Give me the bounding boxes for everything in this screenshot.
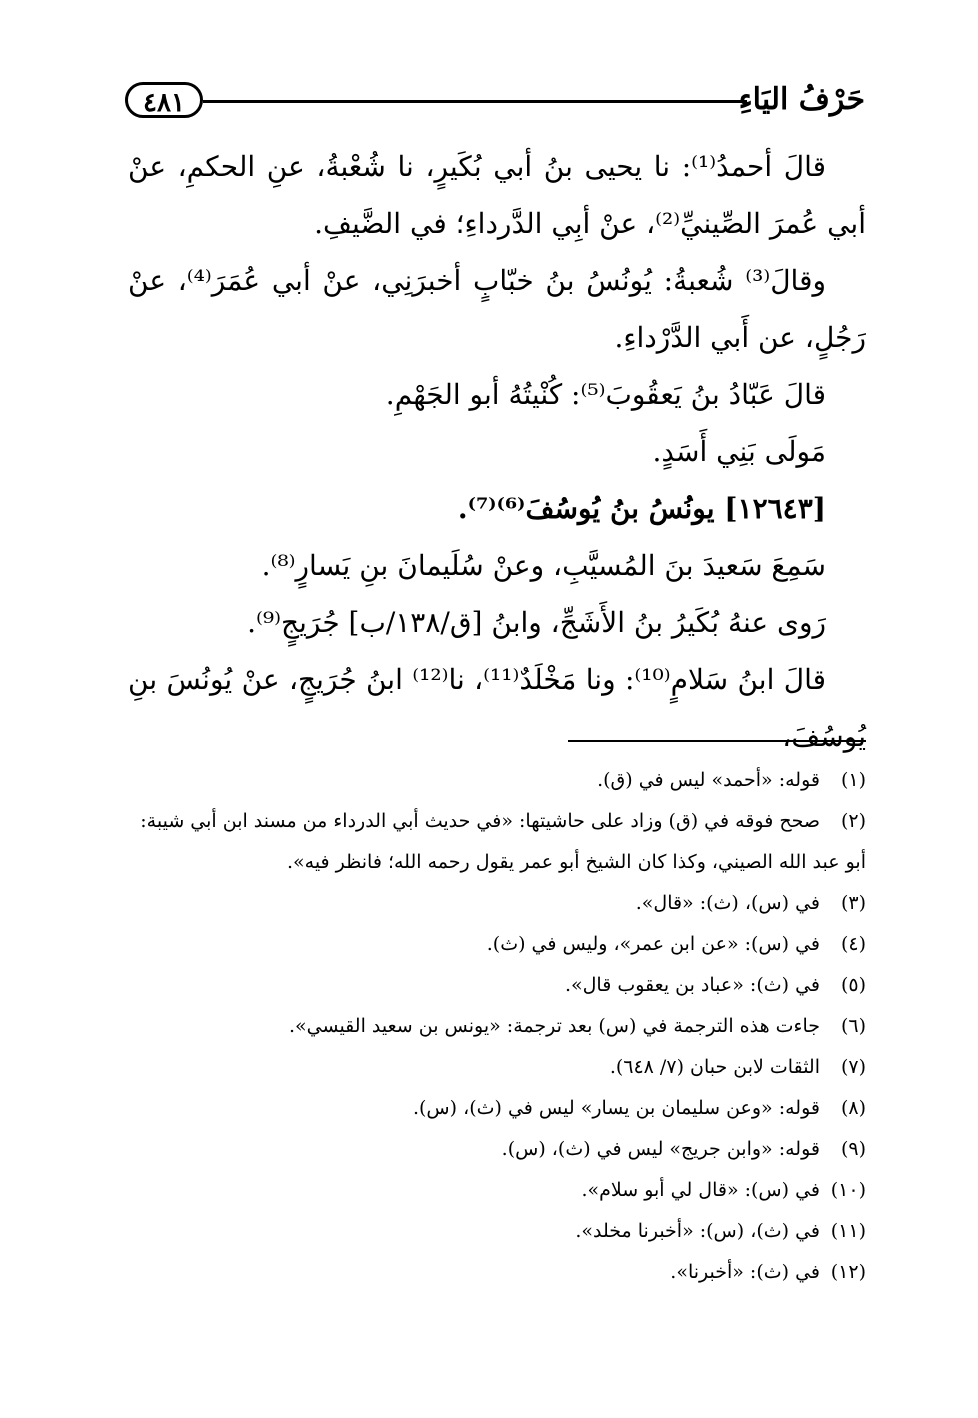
paragraph-6: سَمِعَ سَعيدَ بنَ المُسيَّبِ، وعنْ سُلَيمانَ بنِ يَسارٍ⁽⁸⁾.: [261, 549, 826, 582]
footnote-text: في (ث): «عباد بن يعقوب قال».: [564, 974, 820, 996]
footnote-number: (٦): [840, 1015, 866, 1037]
page-number: ٤٨١: [125, 82, 203, 118]
footnote-number: (٩): [840, 1138, 866, 1160]
footnote-separator: [568, 740, 866, 742]
footnote-text: في (س): «عن ابن عمر»، وليس في (ث).: [486, 933, 820, 955]
footnote: [128, 1211, 866, 1252]
footnote-number: (٢): [840, 810, 866, 832]
chapter-title: حَرْفُ اليَاءِ: [738, 82, 865, 117]
footnote-number: (١٠): [830, 1179, 866, 1201]
footnote: [128, 965, 866, 1006]
footnote-text: في (س): «قال لي أبو سلام».: [581, 1179, 820, 1201]
paragraph-4: مَولَى بَنِي أَسَدٍ.: [652, 435, 826, 468]
footnote-number: (١٢): [830, 1261, 866, 1283]
footnote-number: (٥): [840, 974, 866, 996]
footnotes: [128, 760, 866, 1293]
paragraph-2: وقالَ⁽³⁾ شُعبةُ: يُونُسُ بنُ خبّابٍ أخبرَنِي، عنْ أبي عُمَرَ⁽⁴⁾، عنْ رَجُلٍ، عن أَبي الدَّرْداءِ.: [128, 264, 866, 354]
footnote-number: (٨): [840, 1097, 866, 1119]
footnote-number: (١): [840, 769, 866, 791]
footnote: [128, 1252, 866, 1293]
paragraph-3: قالَ عَبّادُ بنُ يَعقُوبَ⁽⁵⁾: كُنْيتُهُ أبو الجَهْمِ.: [385, 378, 826, 411]
paragraph-8: قالَ ابنُ سَلامٍ⁽¹⁰⁾: ونا مَخْلَدٌ⁽¹¹⁾، نا⁽¹²⁾ ابنُ جُرَيجٍ، عنْ يُونُسَ بنِ يُوسُفَ،: [128, 663, 866, 753]
footnote: [128, 1088, 866, 1129]
footnote: [128, 760, 866, 801]
entry-heading: [١٢٦٤٣] يونُسُ بنُ يُوسُفَ⁽⁶⁾⁽⁷⁾.: [457, 492, 826, 525]
footnote-text: الثقات لابن حبان (٧/ ٦٤٨).: [609, 1056, 820, 1078]
footnote-text: قوله: «أحمد» ليس في (ق).: [597, 769, 820, 791]
footnote: [128, 1129, 866, 1170]
paragraph-1: قالَ أحمدُ⁽¹⁾: نا يحيى بنُ أبي بُكَيرٍ، نا شُعْبةُ، عنِ الحكمِ، عنْ أبي عُمرَ الصِّينيِّ⁽²⁾، عنْ أبِي الدَّرداءِ؛ في الضَّيفِ.: [128, 150, 866, 240]
footnote: [128, 924, 866, 965]
footnote-number: (٣): [840, 892, 866, 914]
footnote: [128, 801, 866, 883]
footnote: [128, 883, 866, 924]
footnote-text: في (ث)، (س): «أخبرنا مخلد».: [575, 1220, 820, 1242]
footnote: [128, 1047, 866, 1088]
header-rule: [203, 100, 747, 103]
footnote-number: (٤): [840, 933, 866, 955]
footnote: [128, 1170, 866, 1211]
footnote-text: قوله: «وابن جريج» ليس في (ث)، (س).: [501, 1138, 820, 1160]
page-header: [125, 78, 865, 128]
footnote-text: في (ث): «أخبرنا».: [670, 1261, 820, 1283]
footnote-text: في (س)، (ث): «قال».: [635, 892, 820, 914]
footnote-text: جاءت هذه الترجمة في (س) بعد ترجمة: «يونس بن سعيد القيسي».: [289, 1015, 820, 1037]
paragraph-7: رَوى عنهُ بُكَيرُ بنُ الأَشَجِّ، وابنُ [ق/١٣٨/ب] جُرَيجٍ⁽⁹⁾.: [247, 606, 826, 639]
footnote-number: (١١): [830, 1220, 866, 1242]
footnote-text: صحح فوقه في (ق) وزاد على حاشيتها: «في حديث أبي الدرداء من مسند ابن أبي شيبة: أبو عبد الله الصيني، وكذا كان الشيخ أبو عمر يقول رحمه الله؛ فانظر فيه».: [140, 810, 866, 873]
footnote-text: قوله: «وعن سليمان بن يسار» ليس في (ث)، (س).: [412, 1097, 820, 1119]
footnote-number: (٧): [840, 1056, 866, 1078]
main-text: [128, 138, 866, 765]
footnote: [128, 1006, 866, 1047]
